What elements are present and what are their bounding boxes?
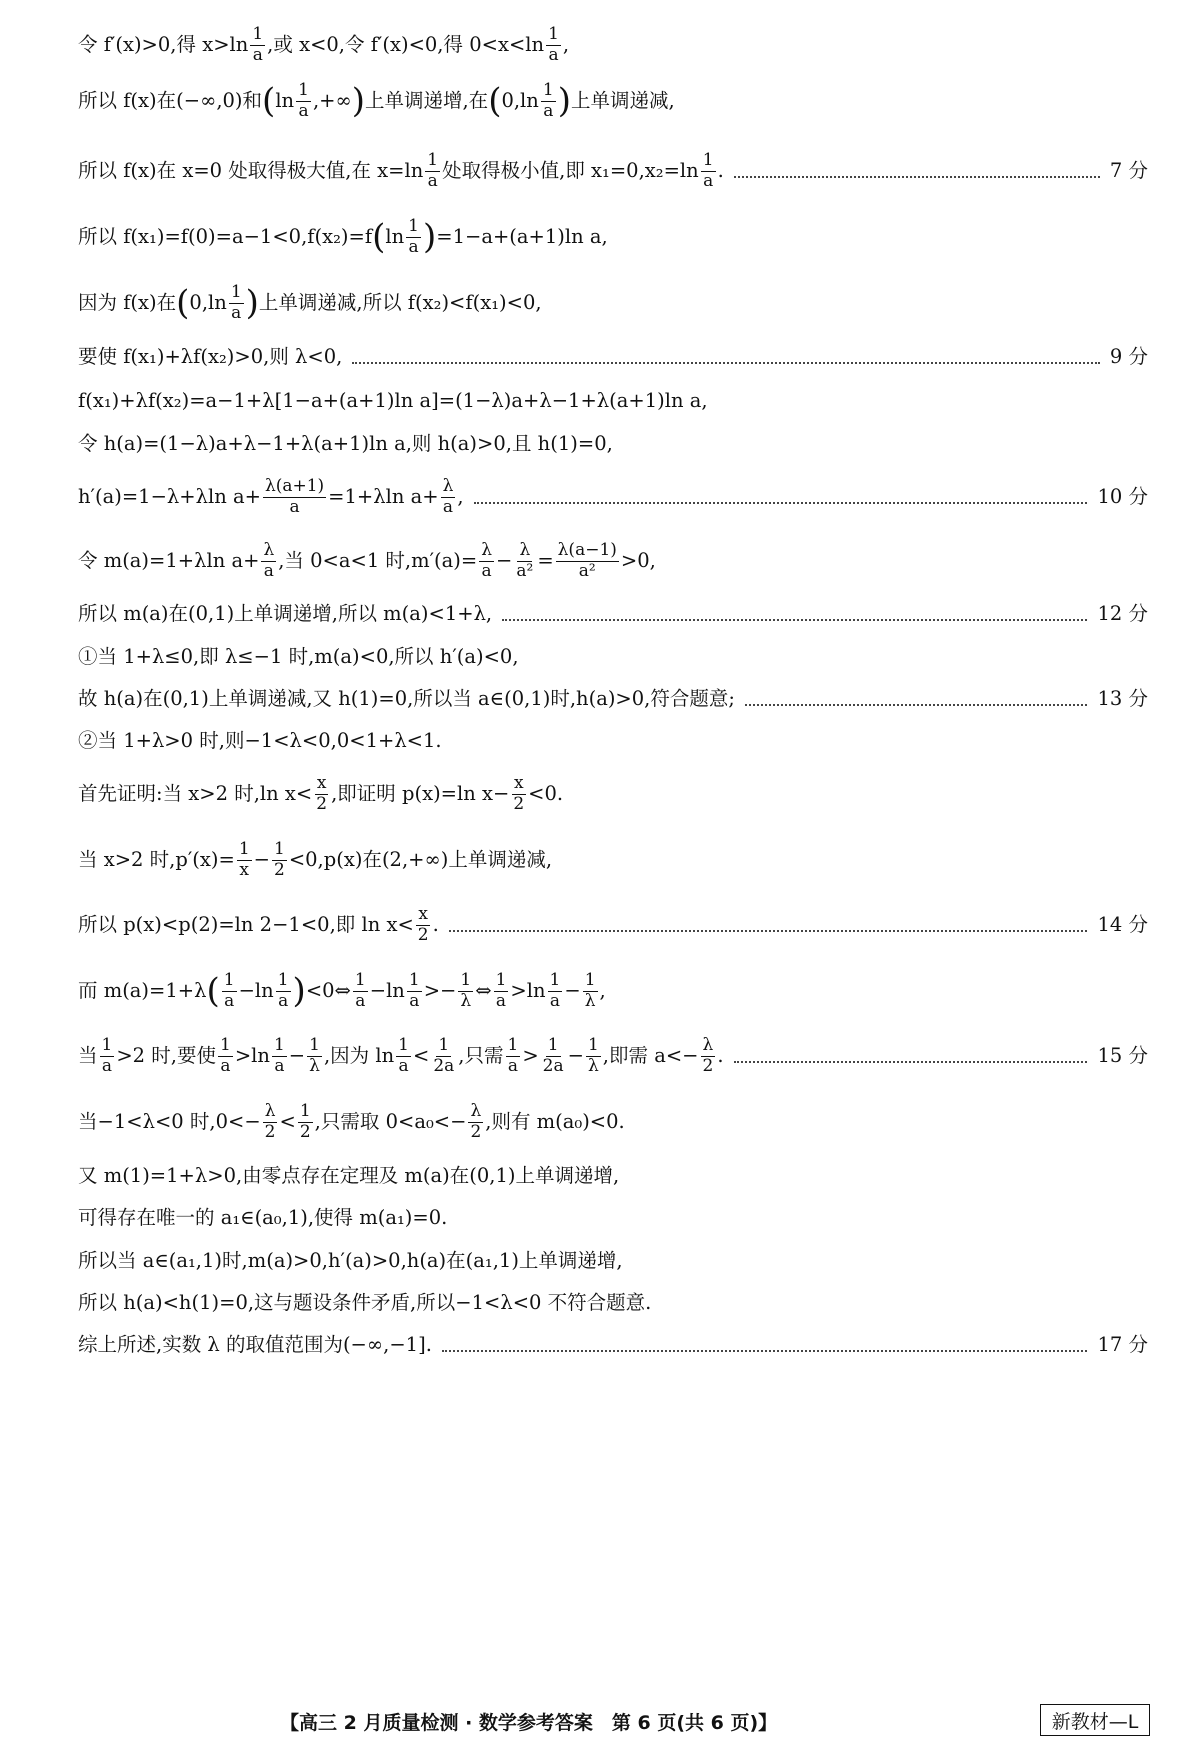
fraction: $\frac{\lambda}{2}$: [470, 1100, 482, 1142]
score-label: 12 分: [1097, 602, 1148, 626]
solution-line-24: 所以 h(a)<h(1)=0,这与题设条件矛盾,所以−1<λ<0 不符合题意.: [78, 1291, 652, 1315]
fraction: $\frac{1}{a}$: [277, 969, 289, 1011]
fraction: $\frac{1}{a}$: [220, 1034, 231, 1076]
dotted-leader: [352, 362, 1100, 364]
solution-line-3: 所以 f(x)在 x=0 处取得极大值,在 x=ln $\frac{1}{a}$ 处取得极小值,即 x₁=0,x₂=ln $\frac{1}{a}$ . 7 分: [78, 149, 1148, 191]
score-label: 13 分: [1097, 687, 1148, 711]
fraction: $\frac{1}{a}$: [495, 969, 507, 1011]
solution-line-6: 要使 f(x₁)+λf(x₂)>0,则 λ<0, 9 分: [78, 345, 1148, 369]
solution-line-22: 可得存在唯一的 a₁∈(a₀,1),使得 m(a₁)=0.: [78, 1206, 448, 1230]
fraction: $\frac{1}{\lambda}$: [587, 1034, 599, 1076]
solution-line-4: 所以 f(x₁)=f(0)=a−1<0,f(x₂)=f ( ln $\frac{1}{a}$ ) =1−a+(a+1)ln a,: [78, 215, 608, 257]
fraction: $\frac{\lambda}{a}$: [442, 475, 454, 517]
fraction: $\frac{1}{2}$: [299, 1100, 311, 1142]
fraction: $\frac{1}{a}$: [549, 969, 561, 1011]
dotted-leader: [745, 704, 1088, 706]
solution-line-9: h′(a)=1−λ+λln a+ $\frac{\lambda(a+1)}{a}$ =1+λln a+ $\frac{\lambda}{a}$ , 10 分: [78, 475, 1148, 517]
solution-line-19: 当 $\frac{1}{a}$ >2 时,要使 $\frac{1}{a}$ >ln $\frac{1}{a}$ − $\frac{1}{\lambda}$ ,因为 ln $\frac{1}{a}$ < $\frac{1}{2a}$ ,只需 $\frac{1}{a}$ > $\frac{1}{2a}$ − $\frac{1}{\lambda}$ ,即需 a<− $\frac{\lambda}{2}$ . 15 分: [78, 1034, 1148, 1076]
fraction: $\frac{1}{a}$: [273, 1034, 285, 1076]
fraction: $\frac{1}{a}$: [252, 23, 264, 65]
solution-line-18: 而 m(a)=1+λ ( $\frac{1}{a}$ −ln $\frac{1}{a}$ ) <0⇔ $\frac{1}{a}$ −ln $\frac{1}{a}$ >− $\frac{1}{\lambda}$ ⇔ $\frac{1}{a}$ >ln $\frac{1}{a}$ − $\frac{1}{\lambda}$ ,: [78, 969, 606, 1011]
fraction: $\frac{1}{2a}$: [542, 1034, 564, 1076]
solution-line-13: 故 h(a)在(0,1)上单调递减,又 h(1)=0,所以当 a∈(0,1)时,h(a)>0,符合题意; 13 分: [78, 687, 1148, 711]
dotted-leader: [502, 619, 1087, 621]
solution-line-21: 又 m(1)=1+λ>0,由零点存在定理及 m(a)在(0,1)上单调递增,: [78, 1164, 620, 1188]
fraction: $\frac{x}{2}$: [417, 903, 429, 945]
solution-line-15: 首先证明:当 x>2 时,ln x< $\frac{x}{2}$ ,即证明 p(x)=ln x− $\frac{x}{2}$ <0.: [78, 772, 564, 814]
fraction: $\frac{x}{2}$: [316, 772, 328, 814]
solution-line-8: 令 h(a)=(1−λ)a+λ−1+λ(a+1)ln a,则 h(a)>0,且 h(1)=0,: [78, 432, 613, 456]
fraction: $\frac{\lambda}{\text{a²}}$: [516, 539, 534, 581]
fraction: $\frac{\lambda}{2}$: [264, 1100, 276, 1142]
dotted-leader: [734, 1061, 1088, 1063]
fraction: $\frac{1}{x}$: [238, 838, 250, 880]
fraction: $\frac{1}{a}$: [298, 79, 309, 121]
solution-line-10: 令 m(a)=1+λln a+ $\frac{\lambda}{a}$ ,当 0<a<1 时,m′(a)= $\frac{\lambda}{a}$ − $\frac{\lambda}{\text{a²}}$ = $\frac{\lambda(a-1)}{\text{a²}}$ >0,: [78, 539, 656, 581]
solution-line-5: 因为 f(x)在 ( 0,ln $\frac{1}{a}$ ) 上单调递减,所以 f(x₂)<f(x₁)<0,: [78, 281, 542, 323]
solution-line-2: 所以 f(x)在(−∞,0)和 ( ln $\frac{1}{a}$ ,+∞ ) 上单调递增,在 ( 0,ln $\frac{1}{a}$ ) 上单调递减,: [78, 79, 675, 121]
fraction: $\frac{\lambda(a-1)}{\text{a²}}$: [557, 539, 617, 581]
fraction: $\frac{x}{2}$: [513, 772, 525, 814]
score-label: 14 分: [1097, 913, 1148, 937]
score-label: 9 分: [1109, 345, 1148, 369]
fraction: $\frac{1}{a}$: [702, 149, 714, 191]
solution-line-25: 综上所述,实数 λ 的取值范围为(−∞,−1]. 17 分: [78, 1333, 1148, 1357]
fraction: $\frac{1}{a}$: [507, 1034, 519, 1076]
fraction: $\frac{1}{a}$: [427, 149, 439, 191]
fraction: $\frac{1}{2a}$: [433, 1034, 455, 1076]
solution-line-17: 所以 p(x)<p(2)=ln 2−1<0,即 ln x< $\frac{x}{2}$ . 14 分: [78, 903, 1148, 945]
solution-line-1: 令 f′(x)>0,得 x>ln $\frac{1}{a}$ ,或 x<0,令 f′(x)<0,得 0<x<ln $\frac{1}{a}$ ,: [78, 23, 570, 65]
score-label: 17 分: [1097, 1333, 1148, 1357]
dotted-leader: [474, 502, 1088, 504]
solution-line-23: 所以当 a∈(a₁,1)时,m(a)>0,h′(a)>0,h(a)在(a₁,1)上单调递增,: [78, 1249, 623, 1273]
fraction: $\frac{\lambda}{a}$: [263, 539, 275, 581]
score-label: 7 分: [1109, 159, 1148, 183]
fraction: $\frac{1}{a}$: [223, 969, 235, 1011]
fraction: $\frac{1}{a}$: [230, 281, 242, 323]
dotted-leader: [442, 1350, 1088, 1352]
dotted-leader: [449, 930, 1088, 932]
fraction: $\frac{1}{a}$: [408, 215, 419, 257]
fraction: $\frac{1}{\lambda}$: [460, 969, 472, 1011]
fraction: $\frac{1}{a}$: [408, 969, 420, 1011]
fraction: $\frac{\lambda(a+1)}{a}$: [264, 475, 325, 517]
fraction: $\frac{1}{\lambda}$: [309, 1034, 320, 1076]
score-label: 15 分: [1097, 1044, 1148, 1068]
solution-line-11: 所以 m(a)在(0,1)上单调递增,所以 m(a)<1+λ, 12 分: [78, 602, 1148, 626]
solution-line-20: 当−1<λ<0 时,0<− $\frac{\lambda}{2}$ < $\frac{1}{2}$ ,只需取 0<a₀<− $\frac{\lambda}{2}$ ,则有 m(a₀)<0.: [78, 1100, 625, 1142]
solution-line-16: 当 x>2 时,p′(x)= $\frac{1}{x}$ − $\frac{1}{2}$ <0,p(x)在(2,+∞)上单调递减,: [78, 838, 553, 880]
solution-line-7: f(x₁)+λf(x₂)=a−1+λ[1−a+(a+1)ln a]=(1−λ)a+λ−1+λ(a+1)ln a,: [78, 389, 708, 413]
fraction: $\frac{1}{a}$: [398, 1034, 409, 1076]
fraction: $\frac{\lambda}{a}$: [481, 539, 493, 581]
fraction: $\frac{1}{2}$: [273, 838, 285, 880]
fraction: $\frac{1}{a}$: [542, 79, 554, 121]
edition-badge: 新教材—L: [1040, 1704, 1150, 1736]
fraction: $\frac{1}{\lambda}$: [584, 969, 596, 1011]
fraction: $\frac{1}{a}$: [354, 969, 366, 1011]
fraction: $\frac{1}{a}$: [101, 1034, 113, 1076]
page-footer: 【高三 2 月质量检测 · 数学参考答案 第 6 页(共 6 页)】: [280, 1712, 778, 1734]
solution-line-14: ②当 1+λ>0 时,则−1<λ<0,0<1+λ<1.: [78, 729, 442, 753]
fraction: $\frac{\lambda}{2}$: [702, 1034, 714, 1076]
dotted-leader: [734, 176, 1100, 178]
solution-line-12: ①当 1+λ≤0,即 λ≤−1 时,m(a)<0,所以 h′(a)<0,: [78, 645, 519, 669]
score-label: 10 分: [1097, 485, 1148, 509]
fraction: $\frac{1}{a}$: [548, 23, 559, 65]
